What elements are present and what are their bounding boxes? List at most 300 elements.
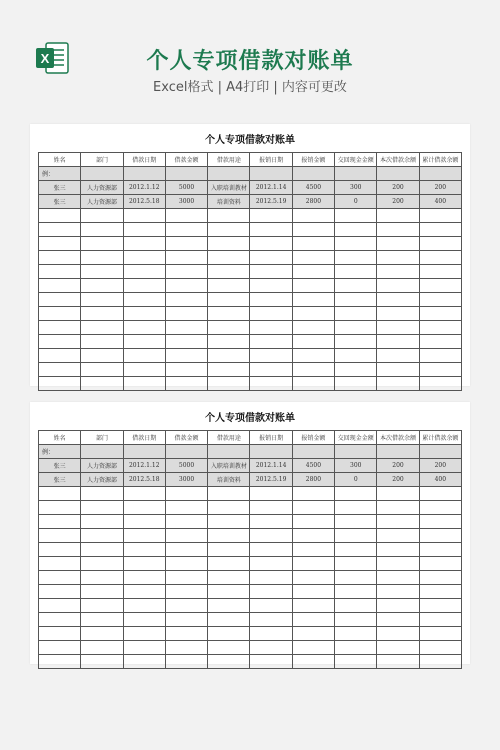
column-header: 本次借款余额	[377, 153, 419, 167]
table-cell	[208, 265, 250, 279]
table-cell	[123, 557, 165, 571]
column-header: 部门	[81, 431, 123, 445]
empty-row	[39, 279, 462, 293]
table-cell	[377, 613, 419, 627]
table-cell	[419, 599, 461, 613]
table-cell	[377, 655, 419, 669]
table-cell	[419, 335, 461, 349]
table-cell	[292, 377, 334, 391]
table-cell	[39, 209, 81, 223]
table-cell: 张三	[39, 473, 81, 487]
table-cell	[292, 487, 334, 501]
column-header: 借款金额	[165, 153, 207, 167]
table-cell	[39, 223, 81, 237]
table-cell	[335, 571, 377, 585]
table-cell: 200	[419, 181, 461, 195]
table-cell: 2012.1.14	[250, 181, 292, 195]
table-cell	[81, 599, 123, 613]
table-cell	[335, 321, 377, 335]
table-cell	[292, 627, 334, 641]
table-cell: 培训资料	[208, 195, 250, 209]
table-cell	[39, 515, 81, 529]
table-cell	[165, 377, 207, 391]
sheet-preview-1	[30, 124, 470, 386]
table-cell	[419, 377, 461, 391]
table-cell	[208, 363, 250, 377]
table-cell	[123, 265, 165, 279]
table-cell	[419, 627, 461, 641]
table-cell	[165, 321, 207, 335]
table-cell	[208, 279, 250, 293]
table-cell	[81, 543, 123, 557]
table-cell	[81, 515, 123, 529]
table-cell	[250, 557, 292, 571]
table-cell	[250, 641, 292, 655]
table-cell	[39, 613, 81, 627]
table-cell: 4500	[292, 459, 334, 473]
table-cell	[292, 445, 334, 459]
table-cell	[377, 335, 419, 349]
empty-row	[39, 529, 462, 543]
table-cell	[292, 571, 334, 585]
table-cell	[208, 599, 250, 613]
example-label: 例：	[39, 445, 81, 459]
table-cell	[292, 641, 334, 655]
table-cell	[250, 251, 292, 265]
empty-row	[39, 223, 462, 237]
table-cell	[335, 655, 377, 669]
table-cell: 人力资源部	[81, 473, 123, 487]
table-cell	[39, 529, 81, 543]
table-cell	[292, 599, 334, 613]
table-cell	[39, 377, 81, 391]
table-cell	[165, 487, 207, 501]
empty-row	[39, 641, 462, 655]
table-cell	[250, 321, 292, 335]
table-cell	[335, 307, 377, 321]
column-header: 报销日期	[250, 153, 292, 167]
table-cell: 0	[335, 195, 377, 209]
empty-row	[39, 557, 462, 571]
table-cell	[419, 209, 461, 223]
table-cell	[335, 349, 377, 363]
table-cell	[419, 237, 461, 251]
empty-row	[39, 251, 462, 265]
table-cell	[419, 543, 461, 557]
table-cell	[208, 641, 250, 655]
table-cell	[123, 585, 165, 599]
table-cell	[208, 321, 250, 335]
table-cell	[250, 445, 292, 459]
empty-row	[39, 377, 462, 391]
table-cell	[81, 571, 123, 585]
table-cell	[250, 349, 292, 363]
table-cell	[377, 293, 419, 307]
table-cell	[165, 349, 207, 363]
table-cell	[292, 501, 334, 515]
table-cell: 4500	[292, 181, 334, 195]
table-cell	[165, 655, 207, 669]
empty-row	[39, 571, 462, 585]
table-cell	[335, 209, 377, 223]
table-cell	[39, 279, 81, 293]
table-cell	[208, 515, 250, 529]
table-cell: 3000	[165, 195, 207, 209]
table-cell	[81, 265, 123, 279]
table-cell: 300	[335, 181, 377, 195]
ledger-table	[38, 152, 462, 391]
table-cell	[292, 209, 334, 223]
table-cell	[377, 363, 419, 377]
table-cell	[292, 167, 334, 181]
table-cell	[165, 515, 207, 529]
table-cell: 200	[377, 181, 419, 195]
table-cell	[335, 613, 377, 627]
table-cell: 2012.1.12	[123, 181, 165, 195]
table-cell	[165, 543, 207, 557]
table-cell	[81, 251, 123, 265]
table-cell	[377, 237, 419, 251]
table-cell	[250, 501, 292, 515]
table-cell	[123, 571, 165, 585]
table-cell	[208, 585, 250, 599]
table-cell	[335, 363, 377, 377]
table-cell	[419, 585, 461, 599]
table-cell	[250, 529, 292, 543]
table-cell: 2012.1.12	[123, 459, 165, 473]
table-cell	[250, 307, 292, 321]
table-cell	[250, 627, 292, 641]
table-cell	[250, 613, 292, 627]
table-cell	[419, 613, 461, 627]
table-cell	[335, 515, 377, 529]
table-cell	[123, 655, 165, 669]
table-cell	[81, 237, 123, 251]
table-cell	[208, 613, 250, 627]
table-cell	[250, 363, 292, 377]
table-cell: 5000	[165, 181, 207, 195]
table-cell: 人力资源部	[81, 195, 123, 209]
table-cell	[208, 655, 250, 669]
table-cell	[208, 487, 250, 501]
table-cell	[377, 167, 419, 181]
table-cell	[292, 251, 334, 265]
table-cell	[419, 501, 461, 515]
table-cell	[419, 655, 461, 669]
table-cell	[123, 279, 165, 293]
table-cell: 2800	[292, 195, 334, 209]
table-cell	[208, 349, 250, 363]
table-cell	[39, 321, 81, 335]
table-cell	[81, 209, 123, 223]
table-cell: 3000	[165, 473, 207, 487]
table-cell	[377, 599, 419, 613]
table-cell	[123, 377, 165, 391]
table-cell	[292, 279, 334, 293]
table-cell	[419, 445, 461, 459]
table-cell: 5000	[165, 459, 207, 473]
table-cell: 400	[419, 195, 461, 209]
table-cell	[250, 515, 292, 529]
empty-row	[39, 335, 462, 349]
column-header: 报销金额	[292, 431, 334, 445]
table-cell	[165, 571, 207, 585]
column-header: 本次借款余额	[377, 431, 419, 445]
table-cell	[123, 487, 165, 501]
table-cell	[419, 487, 461, 501]
table-cell: 200	[377, 195, 419, 209]
table-cell	[165, 613, 207, 627]
table-cell	[208, 307, 250, 321]
table-cell	[335, 293, 377, 307]
table-cell: 人力资源部	[81, 459, 123, 473]
empty-row	[39, 237, 462, 251]
table-cell	[292, 655, 334, 669]
table-cell	[292, 363, 334, 377]
column-header: 借款用途	[208, 153, 250, 167]
table-cell	[165, 501, 207, 515]
table-cell	[377, 279, 419, 293]
column-header: 部门	[81, 153, 123, 167]
table-cell	[377, 377, 419, 391]
table-cell	[39, 335, 81, 349]
excel-logo-letter: X	[40, 51, 50, 66]
table-cell	[165, 585, 207, 599]
table-cell: 张三	[39, 195, 81, 209]
empty-row	[39, 501, 462, 515]
table-cell	[123, 321, 165, 335]
table-row	[39, 459, 462, 473]
table-cell	[335, 501, 377, 515]
sheet-title: 个人专项借款对账单	[205, 135, 295, 146]
table-cell	[292, 557, 334, 571]
table-cell	[250, 293, 292, 307]
table-cell	[250, 377, 292, 391]
table-cell	[39, 571, 81, 585]
table-cell	[39, 349, 81, 363]
table-cell	[165, 641, 207, 655]
column-header: 交回现金金额	[335, 431, 377, 445]
table-cell	[335, 627, 377, 641]
table-cell	[377, 557, 419, 571]
column-header: 借款金额	[165, 431, 207, 445]
table-cell: 入职培训教材	[208, 181, 250, 195]
table-row	[39, 473, 462, 487]
table-cell	[250, 599, 292, 613]
table-cell	[208, 209, 250, 223]
table-cell	[123, 641, 165, 655]
table-row	[39, 195, 462, 209]
table-cell	[335, 265, 377, 279]
table-cell	[123, 501, 165, 515]
table-cell	[377, 307, 419, 321]
sheet-preview-2	[30, 402, 470, 664]
table-cell: 2012.5.19	[250, 473, 292, 487]
table-cell	[81, 501, 123, 515]
table-cell	[250, 237, 292, 251]
table-cell	[419, 571, 461, 585]
empty-row	[39, 209, 462, 223]
table-cell	[335, 237, 377, 251]
table-cell	[208, 557, 250, 571]
table-cell	[419, 265, 461, 279]
table-cell	[377, 641, 419, 655]
table-cell	[165, 307, 207, 321]
table-cell	[419, 251, 461, 265]
table-cell	[39, 655, 81, 669]
table-cell	[419, 321, 461, 335]
table-cell	[165, 557, 207, 571]
example-label: 例：	[39, 167, 81, 181]
table-cell	[377, 487, 419, 501]
table-cell: 2012.5.19	[250, 195, 292, 209]
table-cell: 2800	[292, 473, 334, 487]
table-cell	[39, 501, 81, 515]
table-cell	[123, 307, 165, 321]
table-cell	[419, 557, 461, 571]
table-cell: 张三	[39, 181, 81, 195]
column-header: 借款日期	[123, 431, 165, 445]
empty-row	[39, 293, 462, 307]
table-cell	[377, 585, 419, 599]
table-cell: 2012.5.18	[123, 473, 165, 487]
table-cell	[208, 293, 250, 307]
table-cell	[81, 321, 123, 335]
table-cell	[123, 529, 165, 543]
table-cell	[39, 237, 81, 251]
empty-row	[39, 585, 462, 599]
table-cell	[419, 223, 461, 237]
table-cell	[81, 377, 123, 391]
table-cell	[81, 293, 123, 307]
table-header-row	[39, 153, 462, 167]
table-cell	[335, 223, 377, 237]
table-cell	[250, 571, 292, 585]
table-cell	[39, 251, 81, 265]
table-cell	[292, 307, 334, 321]
table-cell	[39, 487, 81, 501]
table-cell	[335, 529, 377, 543]
table-cell	[81, 167, 123, 181]
table-cell	[81, 349, 123, 363]
table-cell	[165, 363, 207, 377]
table-cell	[81, 585, 123, 599]
table-cell	[39, 585, 81, 599]
empty-row	[39, 613, 462, 627]
table-cell	[208, 377, 250, 391]
table-cell: 2012.5.18	[123, 195, 165, 209]
empty-row	[39, 599, 462, 613]
empty-row	[39, 321, 462, 335]
table-cell	[39, 599, 81, 613]
table-cell	[250, 223, 292, 237]
table-cell	[335, 557, 377, 571]
table-cell	[419, 307, 461, 321]
table-cell	[81, 529, 123, 543]
table-cell	[39, 627, 81, 641]
table-cell	[292, 543, 334, 557]
table-cell	[123, 167, 165, 181]
table-cell	[292, 293, 334, 307]
table-cell	[377, 529, 419, 543]
table-cell	[165, 529, 207, 543]
table-cell	[165, 335, 207, 349]
table-cell	[292, 349, 334, 363]
empty-row	[39, 487, 462, 501]
table-cell	[377, 321, 419, 335]
table-cell	[165, 627, 207, 641]
page-header	[0, 0, 500, 110]
table-cell	[335, 251, 377, 265]
table-cell	[250, 167, 292, 181]
example-row	[39, 167, 462, 181]
table-cell	[377, 223, 419, 237]
table-cell	[208, 529, 250, 543]
table-cell	[123, 251, 165, 265]
table-cell	[208, 445, 250, 459]
table-cell	[81, 627, 123, 641]
table-cell	[292, 223, 334, 237]
table-cell	[208, 335, 250, 349]
empty-row	[39, 543, 462, 557]
table-cell	[419, 641, 461, 655]
table-cell	[123, 363, 165, 377]
table-cell	[292, 335, 334, 349]
table-cell	[419, 363, 461, 377]
table-cell	[39, 307, 81, 321]
table-cell	[123, 349, 165, 363]
table-cell	[250, 655, 292, 669]
table-cell	[292, 613, 334, 627]
table-cell	[208, 237, 250, 251]
table-cell	[123, 599, 165, 613]
table-cell	[292, 265, 334, 279]
table-cell	[250, 585, 292, 599]
table-cell: 2012.1.14	[250, 459, 292, 473]
empty-row	[39, 627, 462, 641]
table-cell	[335, 543, 377, 557]
table-cell	[335, 445, 377, 459]
table-cell	[81, 613, 123, 627]
table-cell	[123, 223, 165, 237]
table-cell	[208, 167, 250, 181]
table-cell	[39, 543, 81, 557]
table-cell	[377, 627, 419, 641]
column-header: 交回现金金额	[335, 153, 377, 167]
table-cell	[377, 571, 419, 585]
empty-row	[39, 349, 462, 363]
table-cell	[81, 655, 123, 669]
table-cell	[165, 251, 207, 265]
column-header: 姓名	[39, 153, 81, 167]
table-cell	[419, 279, 461, 293]
table-cell	[81, 223, 123, 237]
column-header: 累计借款余额	[419, 431, 461, 445]
empty-row	[39, 363, 462, 377]
column-header: 姓名	[39, 431, 81, 445]
table-cell	[292, 585, 334, 599]
table-cell	[377, 501, 419, 515]
table-cell	[165, 265, 207, 279]
table-cell	[81, 641, 123, 655]
table-cell: 人力资源部	[81, 181, 123, 195]
table-cell	[123, 293, 165, 307]
ledger-table	[38, 430, 462, 669]
column-header: 借款日期	[123, 153, 165, 167]
table-cell	[250, 265, 292, 279]
table-cell	[377, 515, 419, 529]
table-cell	[123, 209, 165, 223]
